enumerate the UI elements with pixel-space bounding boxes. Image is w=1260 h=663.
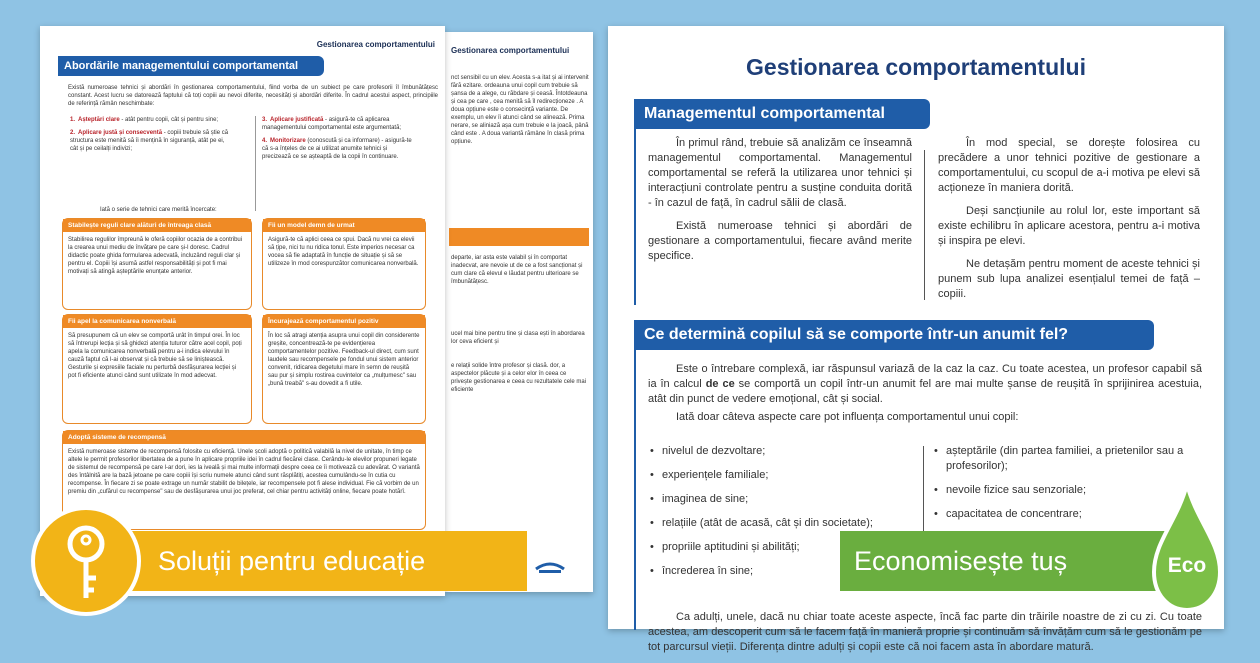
eco-drop-icon — [1148, 480, 1226, 620]
orange-card-header — [449, 228, 589, 246]
promo-banner-eco — [840, 531, 1166, 591]
series-label: Iată o serie de tehnici care merită încercate: — [100, 207, 217, 213]
card-text: Stabilirea regulilor împreună le oferă copiilor ocazia de a contribui la crearea unui mediu de învățare pe care și-l doresc. Cadrul didactic poate ghida formularea adecvată, incluzând reguli clar și pentru el. Copiii își asumă astfel responsabilități și pot fi mai motivați să atingă așteptările enunțate anterior. — [68, 237, 243, 275]
paragraph: În mod special, se dorește folosirea cu precădere a unor tehnici pozitive de gestionare a comportamentului, cu scopul de a-i motiva pe elevi să acționeze în maniera dorită. — [938, 137, 1200, 194]
list-item: • relațiile (atât de acasă, cât și din societate); — [650, 516, 920, 531]
body-text: e relații solide între profesor și clasă. dor, a aspectelor plăcute și a celor elor în ceea ce privește gestionarea e ceea cu rezultatele cele mai eficiente — [451, 363, 587, 393]
card-title: Fii apel la comunicarea nonverbală — [63, 315, 251, 328]
card-text: Există numeroase sisteme de recompensă folosite cu eficiență. Unele școli adoptă o politică valabilă la nivel de unitate, în timp ce altele le permit profesorilor libertatea de a pune în aplicare propriile idei în cadrul fiecărei clase. Cerându-le elevilor propuneri legate de sistemul de recompensă pe care l-ar dori, ies la iveală și mai multe informații despre ceea ce îi motivează cu adevărat. O variantă des întâlnită are la bază jetoane pe care copiii își scriu numele atunci când sunt răsplătiți, acestea cumulându-se în cutia cu recompense. În fiecare zi se poate extrage un număr stabilit de bilețele, iar recompensele pot fi alese individual. Fie că vorbim de un premiu din „cufărul cu recompense" sau de desfășurarea unui joc preferat, cel chiar pentru activități online, fiecare poate hotărî. — [68, 449, 420, 495]
principles-list-right — [255, 116, 415, 211]
paragraph: Este o întrebare complexă, iar răspunsul variază de la caz la caz. Cu toate acestea, un profesor capabil să ia în calcul de ce se comportă un copil într-un anumit fel are mai multe șanse de reușită în sprijinirea acestuia, atât din punct de vedere emoțional, cât și social. — [648, 363, 1202, 405]
card-text: În loc să atragi atenția asupra unui copil din considerente greșite, concentrează-te pe evidențierea comportamentelor pozitive. Feedback-ul direct, cum sunt laudele sau recompensele pe fondul unui sistem anterior convenit, ridicarea degetului mare în semn de reușită sau pur și simplu rostirea cuvintelor ca „mulțumesc" sau „bună treabă" s-au dovedit a fi utile. — [268, 333, 420, 387]
key-icon — [35, 510, 137, 612]
body-text: departe, iar asta este valabil și în comportat inadecvat, are nevoie ut de ce a fost sancționat și cum clare că elevul e lăudat pentru ulterioare se îmbunătățesc. — [451, 255, 583, 285]
card-text: Să presupunem că un elev se comportă urât în timpul orei. În loc să întrerupi lecția și să ghidezi atenția tuturor către acel copil, poți apela la comunicarea nonverbală pentru a-i indica elevului în cauză faptul că l-ai observat și că trebuie să se liniștească. Gesturile și expresiile faciale nu perturbă desfășurarea lecției și pot fi eficiente atunci când sunt utilizate în mod adecvat. — [68, 333, 242, 379]
page-header: Gestionarea comportamentului — [316, 40, 435, 49]
card-title: Stabilește reguli clare alături de întreaga clasă — [63, 219, 251, 232]
technique-card — [62, 314, 252, 424]
list-item: • nevoile fizice sau senzoriale; — [934, 483, 1204, 498]
section-column-left — [648, 136, 912, 272]
list-item: • propriile aptitudini și abilități; — [650, 540, 920, 555]
card-text: Asigură-te că aplici ceea ce spui. Dacă nu vrei ca elevii să țipe, nici tu nu ridica tonul. Este imperios necesar ca vocea să fie adaptată în funcție de situație și să se utilizeze în mod corespunzător comunicarea nonverbală. — [268, 237, 419, 267]
paragraph: Ca adulți, unele, dacă nu chiar toate aceste aspecte, încă fac parte din trăirile noastre de zi cu zi. Cu toate acestea, am descoperit cum să le facem față în manieră proprie și continuăm să învățăm cum să le gestionăm pe tot parcursul vieții. Diferența dintre adulți și copii este că noi facem asta în abordare matură. — [648, 611, 1202, 653]
card-title: Adoptă sisteme de recompensă — [63, 431, 425, 444]
body-text: ucel mai bine pentru tine și clasa ești în abordarea lor ceva eficient și — [451, 331, 585, 345]
list-item: • capacitatea de concentrare; — [934, 507, 1204, 522]
card-title: Fii un model demn de urmat — [263, 219, 425, 232]
intro-paragraph: Există numeroase tehnici și abordări în gestionarea comportamentului, fiind vorba de un subiect pe care profesorii îl îmbunătățesc constant. Acest lucru se datorează faptului că toți copiii au nevoi diferite, necesități și abordări diferite. În cadrul acestui aspect, principiile de referință rămân neschimbate: — [68, 85, 438, 107]
worksheet-page-back — [445, 32, 593, 592]
column-divider — [924, 150, 925, 300]
list-item: • încrederea în sine; — [650, 564, 920, 579]
card-title: Încurajează comportamentul pozitiv — [263, 315, 425, 328]
eco-label: Eco — [1167, 554, 1207, 577]
section-column-right — [938, 136, 1200, 310]
paragraph: Există numeroase tehnici și abordări de gestionare a comportamentului, fiecare având merite specifice. — [648, 220, 912, 262]
list-item: • nivelul de dezvoltare; — [650, 444, 920, 459]
list-item: • așteptările (din partea familiei, a prietenilor sau a profesorilor); — [934, 444, 1204, 474]
principle-item: 2. Aplicare justă și consecventă - copiii trebuie să știe că structura este menită să îi mențină în siguranță, atât pe ei, cât și pe ceilalți indivizi; — [70, 130, 229, 152]
technique-card — [62, 218, 252, 310]
principles-list-left — [70, 116, 230, 158]
principle-item: 4. Monitorizare (conoscută și ca informare) - asigură-te că s-a înțeles de ce ai utilizat anumite tehnici și precizează ce se așteaptă de la copii în continuare. — [262, 138, 412, 160]
list-item: • experiențele familiale; — [650, 468, 920, 483]
paragraph: Ne detașăm pentru moment de aceste tehnici și punem sub lupa analizei esențialul temei de față – copiii. — [938, 258, 1200, 300]
technique-card — [262, 218, 426, 310]
key-badge — [31, 506, 141, 616]
banner-label: Economisește tuș — [854, 545, 1068, 576]
section-title: Managementul comportamental — [634, 99, 930, 129]
body-text: nct sensibil cu un elev. Acesta s-a itat și ai intervenit fără ezitare. ordeauna unui copil cum trebuie să șansa de a alege, cu răbdare și ceasă. Întotdeauna și cea pe care , cea menită să îl redirecționeze . A doua opțiune este o consecință variante. De exemplu, un elev îi atunci când se alinează. Prima nerare, se aliniază așa cum trebuie e la joacă, până când este . A doua variantă rămâne în clasă prima opțiune. — [451, 75, 589, 145]
list-item: • imaginea de sine; — [650, 492, 920, 507]
paragraph: În primul rând, trebuie să analizăm ce înseamnă managementul comportamental. Managementul comportamental se referă la utilizarea unor tehnici și interacțiuni controlate pentru a susține conduita dorită - în cazul de față, în cadrul sălii de clasă. — [648, 137, 912, 209]
page-header: Gestionarea comportamentului — [451, 46, 570, 55]
banner-label: Soluții pentru educație — [158, 545, 426, 576]
technique-card — [262, 314, 426, 424]
brand-logo-icon — [533, 557, 567, 577]
section-title: Abordările managementului comportamental — [58, 56, 324, 76]
principle-item: 3. Aplicare justificată - asigură-te că aplicarea managementului comportamental este argumentată; — [262, 117, 402, 131]
page-title: Gestionarea comportamentului — [746, 54, 1086, 80]
paragraph: Iată doar câteva aspecte care pot influența comportamentul unui copil: — [676, 411, 1019, 423]
section-title: Ce determină copilul să se comporte într-un anumit fel? — [634, 320, 1154, 350]
paragraph: Deși sancțiunile au rolul lor, este important să existe echilibru în aplicare acestora, pentru a-i motiva și inspira pe elevi. — [938, 205, 1200, 247]
principle-item: 1. Așteptări clare - atât pentru copii, cât și pentru sine; — [70, 117, 219, 123]
